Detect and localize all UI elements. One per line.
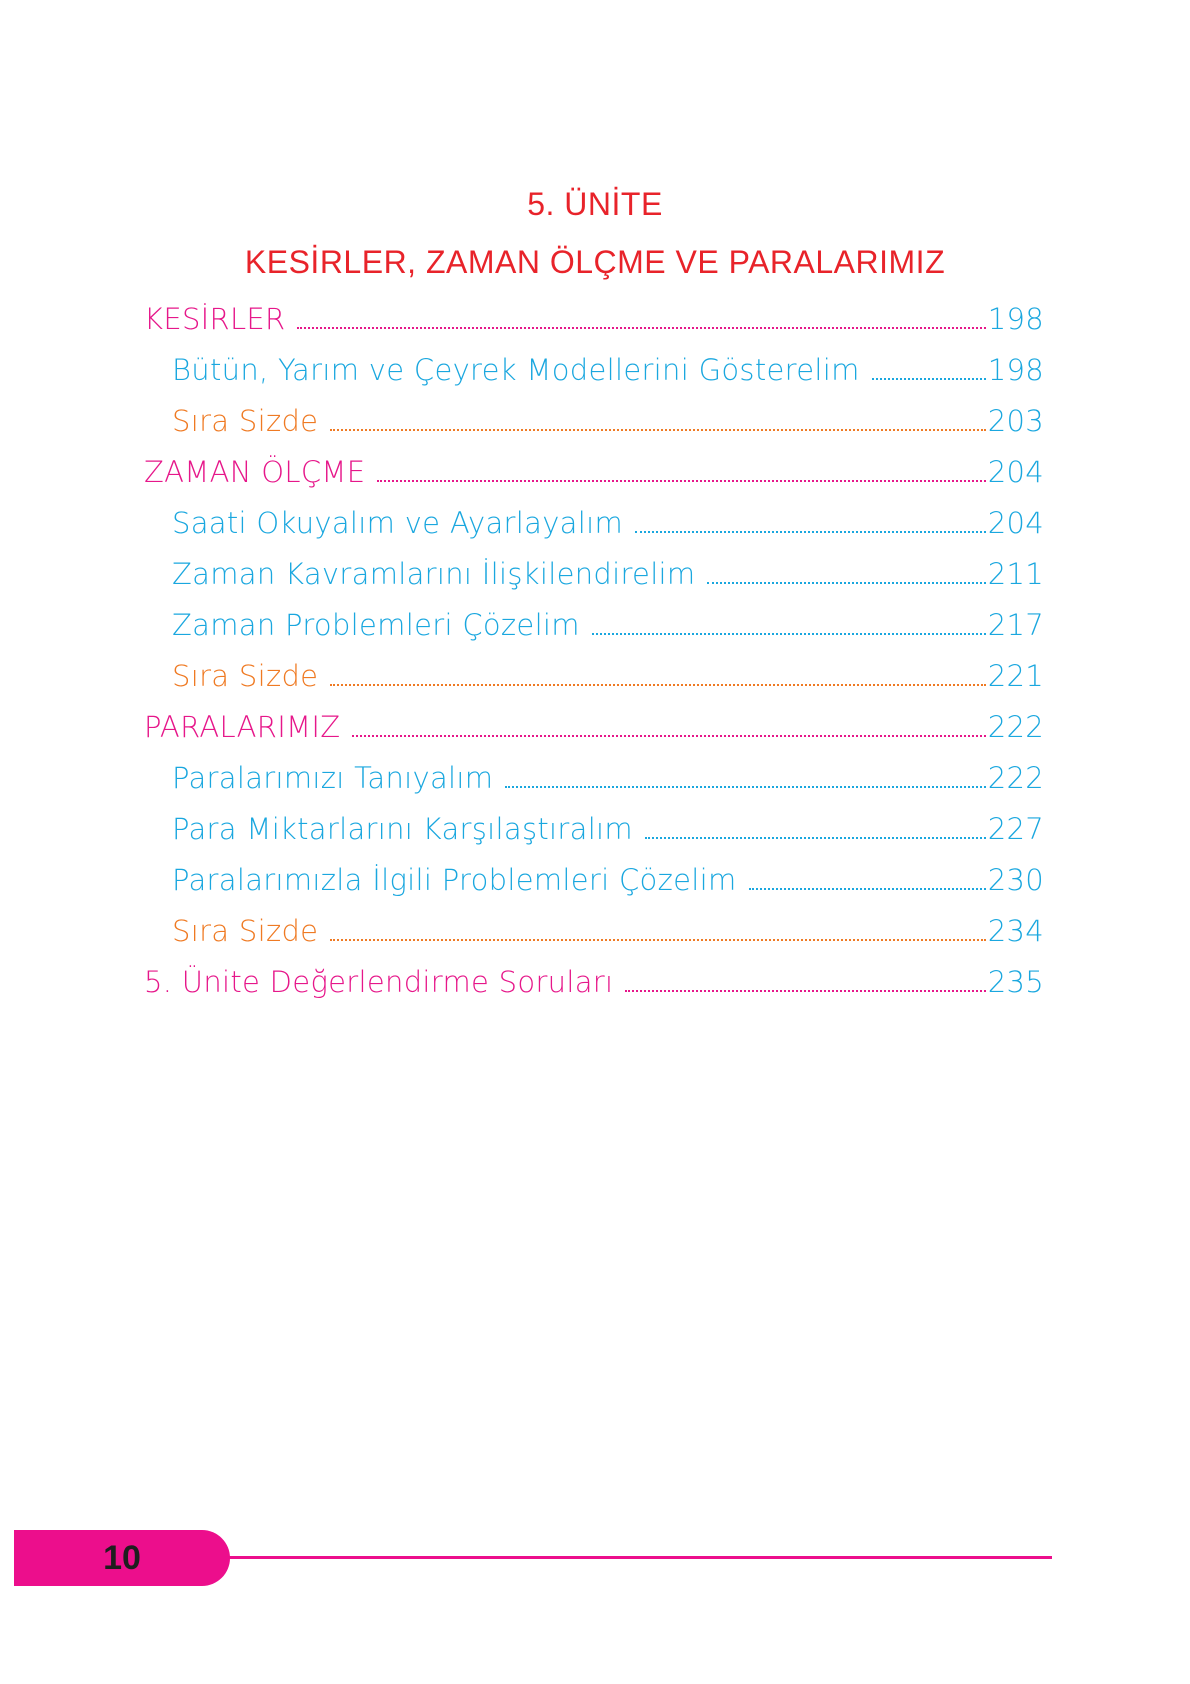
toc-entry-label: ZAMAN ÖLÇME [144,455,366,489]
toc-page-number: 221 [987,659,1044,693]
toc-page-number: 235 [987,965,1044,999]
toc-entry-sira-sizde-1[interactable] [172,392,1044,436]
toc-entry-label: Zaman Problemleri Çözelim [172,608,580,642]
toc-entry-label: Sıra Sizde [172,404,319,438]
dot-leader [330,428,985,431]
toc-page-number: 203 [987,404,1044,438]
dot-leader [645,836,986,839]
toc-page-number: 227 [987,812,1044,846]
toc-entry-label: Paralarımızla İlgili Problemleri Çözelim [172,863,737,897]
dot-leader [377,479,985,482]
toc-page-number: 222 [987,710,1044,744]
toc-entry-label: Para Miktarlarını Karşılaştıralım [172,812,633,846]
toc-entry-label: Saati Okuyalım ve Ayarlayalım [172,506,623,540]
footer-rule [228,1556,1052,1559]
dot-leader [330,938,985,941]
unit-title: KESİRLER, ZAMAN ÖLÇME VE PARALARIMIZ [244,244,946,280]
toc-entry-paralarimiz[interactable] [144,698,1044,742]
page-number: 10 [103,1538,141,1577]
toc-entry-kesirler[interactable] [144,290,1044,334]
toc-entry-sira-sizde-3[interactable] [172,902,1044,946]
toc-entry-label: Paralarımızı Tanıyalım [172,761,494,795]
dot-leader [749,887,986,890]
toc-entry-zaman-olcme[interactable] [144,443,1044,487]
toc-page-number: 198 [987,353,1044,387]
toc-entry-para-miktarlari[interactable] [172,800,1044,844]
dot-leader [625,989,985,992]
toc-entry-label: Zaman Kavramlarını İlişkilendirelim [172,557,696,591]
dot-leader [635,530,986,533]
toc-page-number: 204 [987,455,1044,489]
toc-entry-label: Sıra Sizde [172,659,319,693]
toc-entry-zaman-kavramlari[interactable] [172,545,1044,589]
dot-leader [592,632,986,635]
toc-page-number: 222 [987,761,1044,795]
toc-page-number: 198 [987,302,1044,336]
toc-entry-saati-okuyalim[interactable] [172,494,1044,538]
toc-entry-zaman-problemleri[interactable] [172,596,1044,640]
dot-leader [330,683,985,686]
toc-entry-paralarimizi-taniyalim[interactable] [172,749,1044,793]
toc-entry-label: Sıra Sizde [172,914,319,948]
toc-entry-label: Bütün, Yarım ve Çeyrek Modellerini Gösterelim [172,353,860,387]
toc-entry-label: PARALARIMIZ [144,710,341,744]
toc-entry-label: KESİRLER [144,302,286,336]
toc-entry-paralarimizla-problemler[interactable] [172,851,1044,895]
dot-leader [297,326,985,329]
toc-page-number: 211 [987,557,1044,591]
toc-page-number: 217 [987,608,1044,642]
toc-entry-sira-sizde-2[interactable] [172,647,1044,691]
dot-leader [505,785,985,788]
toc-entry-unite-degerlendirme[interactable] [144,953,1044,997]
toc-page-number: 234 [987,914,1044,948]
unit-number: 5. ÜNİTE [527,186,663,222]
dot-leader [352,734,985,737]
toc-page-number: 204 [987,506,1044,540]
toc-entry-butun-yarim-ceyrek[interactable] [172,341,1044,385]
toc-page-number: 230 [987,863,1044,897]
dot-leader [707,581,985,584]
dot-leader [872,377,986,380]
toc-entry-label: 5. Ünite Değerlendirme Soruları [144,965,614,999]
